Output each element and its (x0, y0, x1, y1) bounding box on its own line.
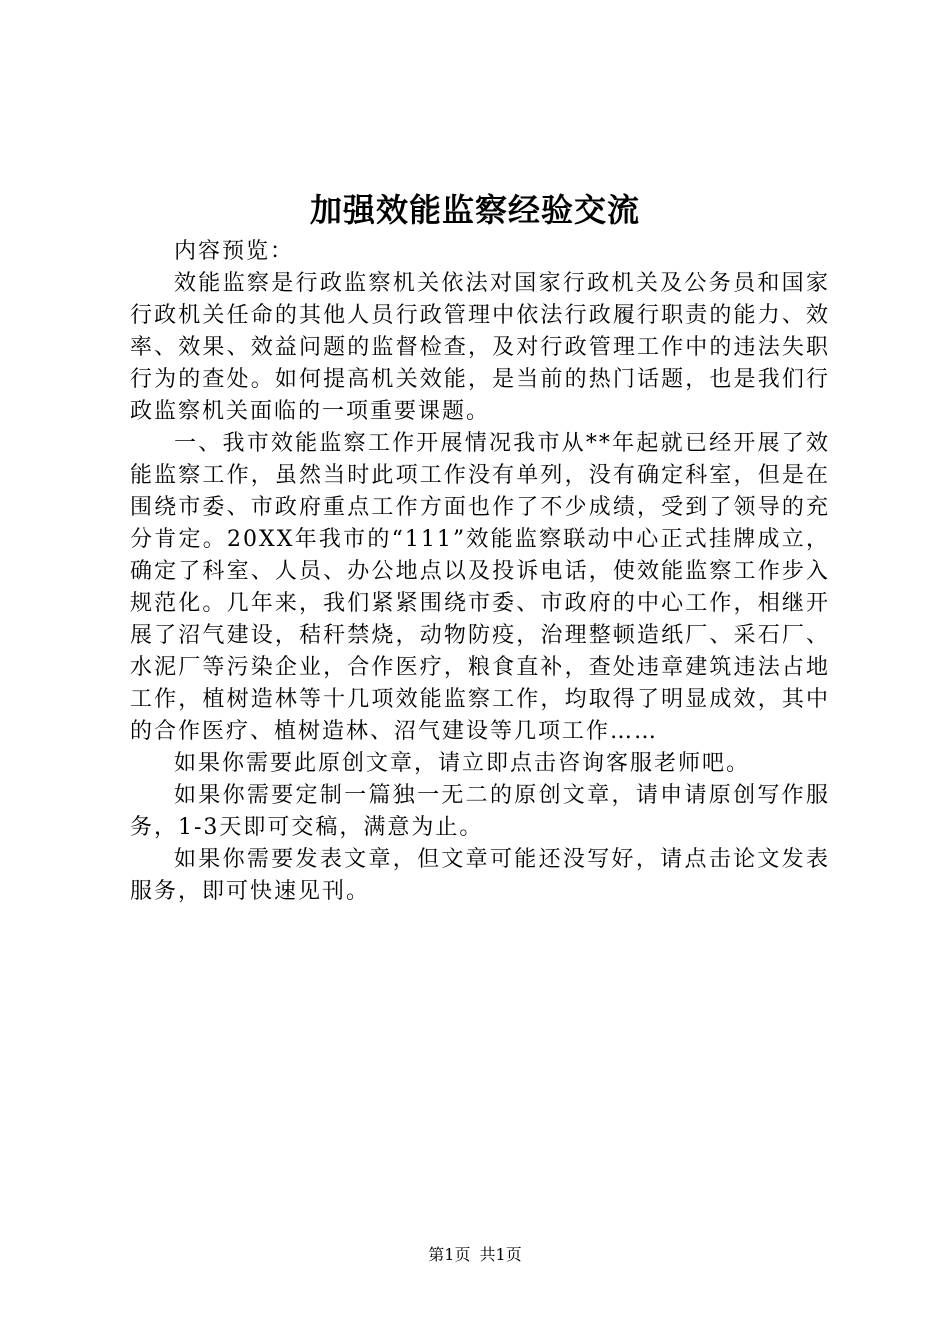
document-title: 加强效能监察经验交流 (309, 191, 640, 229)
paragraph-intro: 效能监察是行政监察机关依法对国家行政机关及公务员和国家行政机关任命的其他人员行政管理中依法行政履行职责的能力、效率、效果、效益问题的监督检查，及对行政管理工作中的违法失职行为的查处。如何提高机关效能，是当前的热门话题，也是我们行政监察机关面临的一项重要课题。 (130, 271, 830, 424)
paragraph-contact-service: 如果你需要此原创文章，请立即点击咨询客服老师吧。 (174, 751, 751, 776)
page-number: 第1页 (428, 1245, 471, 1264)
paragraph-publishing-service: 如果你需要发表文章，但文章可能还没写好，请点击论文发表服务，即可快速见刊。 (130, 847, 830, 904)
document-body (130, 236, 830, 908)
preview-label: 内容预览： (174, 239, 295, 264)
paragraph-custom-writing: 如果你需要定制一篇独一无二的原创文章，请申请原创写作服务，1-3天即可交稿，满意为止。 (130, 783, 830, 840)
paragraph-section-one: 一、我市效能监察工作开展情况我市从**年起就已经开展了效能监察工作，虽然当时此项工作没有单列，没有确定科室，但是在围绕市委、市政府重点工作方面也作了不少成绩，受到了领导的充分肯定。20XX年我市的“111”效能监察联动中心正式挂牌成立，确定了科室、人员、办公地点以及投诉电话，使效能监察工作步入规范化。几年来，我们紧紧围绕市委、市政府的中心工作，相继开展了沼气建设，秸秆禁烧，动物防疫，治理整顿造纸厂、采石厂、水泥厂等污染企业，合作医疗，粮食直补，查处违章建筑违法占地工作，植树造林等十几项效能监察工作，均取得了明显成效，其中的合作医疗、植树造林、沼气建设等几项工作…… (130, 431, 830, 744)
page-total: 共1页 (479, 1245, 522, 1264)
page-footer (0, 1243, 950, 1267)
